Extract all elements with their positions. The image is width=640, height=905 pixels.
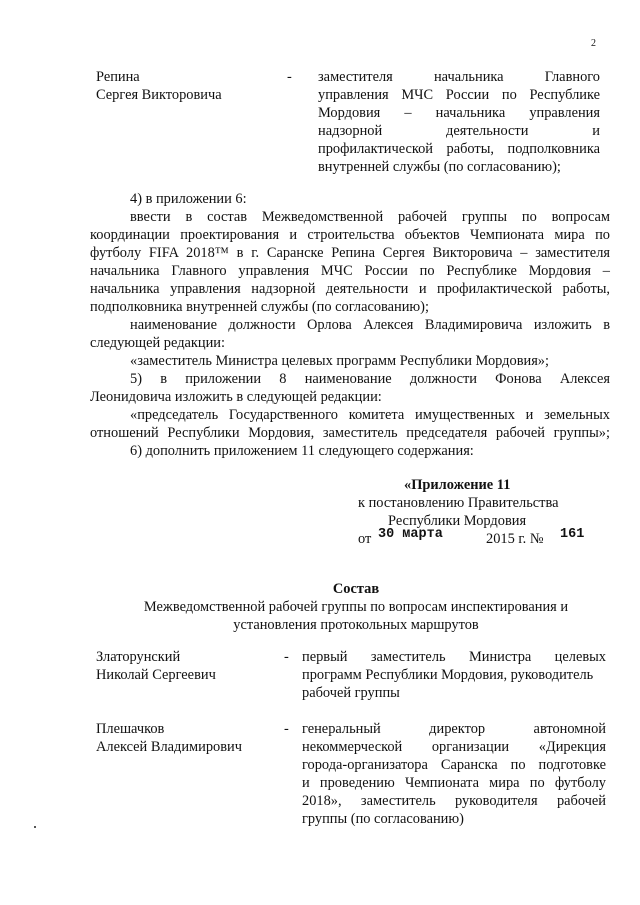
page-number: 2 (591, 38, 596, 49)
member-dash: - (287, 69, 292, 85)
body-line: 4) в приложении 6: (130, 191, 247, 207)
member-role-line: надзорной деятельности и (318, 123, 600, 139)
scan-speck (34, 826, 36, 828)
member-dash: - (284, 649, 289, 665)
member-role-line: рабочей группы (302, 685, 400, 701)
member-dash: - (284, 721, 289, 737)
body-line: 6) дополнить приложением 11 следующего содержания: (130, 443, 474, 459)
body-line: «председатель Государственного комитета имущественных и земельных (130, 407, 610, 423)
body-line: координации проектирования и строительства объектов Чемпионата мира по (90, 227, 610, 243)
body-line: наименование должности Орлова Алексея Владимировича изложить в (130, 317, 610, 333)
appendix-line: Республики Мордовия (388, 513, 527, 529)
member-role-line: программ Республики Мордовия, руководитель (302, 667, 594, 683)
member-role-line: некоммерческой организации «Дирекция (302, 739, 606, 755)
member-surname: Репина (96, 69, 140, 85)
member-role-line: и проведению Чемпионата мира по футболу (302, 775, 606, 791)
body-line: футболу FIFA 2018™ в г. Саранске Репина Сергея Викторовича – заместителя (90, 245, 610, 261)
appendix-from: от (358, 531, 372, 547)
composition-subtitle: установления протокольных маршрутов (233, 617, 479, 633)
member-given-names: Сергея Викторовича (96, 87, 222, 103)
member-role-line: управления МЧС России по Республике (318, 87, 600, 103)
member-role-line: заместителя начальника Главного (318, 69, 600, 85)
appendix-year: 2015 г. № (486, 531, 544, 547)
body-line: начальника Главного управления МЧС России по Республике Мордовия – (90, 263, 610, 279)
appendix-line: к постановлению Правительства (358, 495, 559, 511)
member-role-line: города-организатора Саранска по подготовке (302, 757, 606, 773)
body-line: отношений Республики Мордовия, заместитель председателя рабочей группы»; (90, 425, 610, 441)
appendix-date-stamp: 30 марта (378, 527, 443, 542)
body-line: 5) в приложении 8 наименование должности Фонова Алексея (130, 371, 610, 387)
member-given-names: Алексей Владимирович (96, 739, 242, 755)
body-line: ввести в состав Межведомственной рабочей группы по вопросам (130, 209, 610, 225)
body-line: Леонидовича изложить в следующей редакции: (90, 389, 382, 405)
member-role-line: 2018», заместитель руководителя рабочей (302, 793, 606, 809)
composition-heading: Состав (332, 581, 380, 597)
body-line: начальника управления надзорной деятельности и профилактической работы, (90, 281, 610, 297)
member-surname: Плешачков (96, 721, 165, 737)
body-line: подполковника внутренней службы (по согласованию); (90, 299, 429, 315)
appendix-title: «Приложение 11 (404, 477, 511, 493)
member-role-line: внутренней службы (по согласованию); (318, 159, 561, 175)
composition-subtitle: Межведомственной рабочей группы по вопросам инспектирования и (143, 599, 569, 615)
body-line: следующей редакции: (90, 335, 225, 351)
member-role-line: генеральный директор автономной (302, 721, 606, 737)
member-role-line: Мордовия – начальника управления (318, 105, 600, 121)
member-role-line: первый заместитель Министра целевых (302, 649, 606, 665)
member-surname: Златорунский (96, 649, 181, 665)
member-given-names: Николай Сергеевич (96, 667, 216, 683)
member-role-line: профилактической работы, подполковника (318, 141, 600, 157)
appendix-number-stamp: 161 (560, 527, 585, 542)
body-line: «заместитель Министра целевых программ Республики Мордовия»; (130, 353, 550, 369)
member-role-line: группы (по согласованию) (302, 811, 464, 827)
